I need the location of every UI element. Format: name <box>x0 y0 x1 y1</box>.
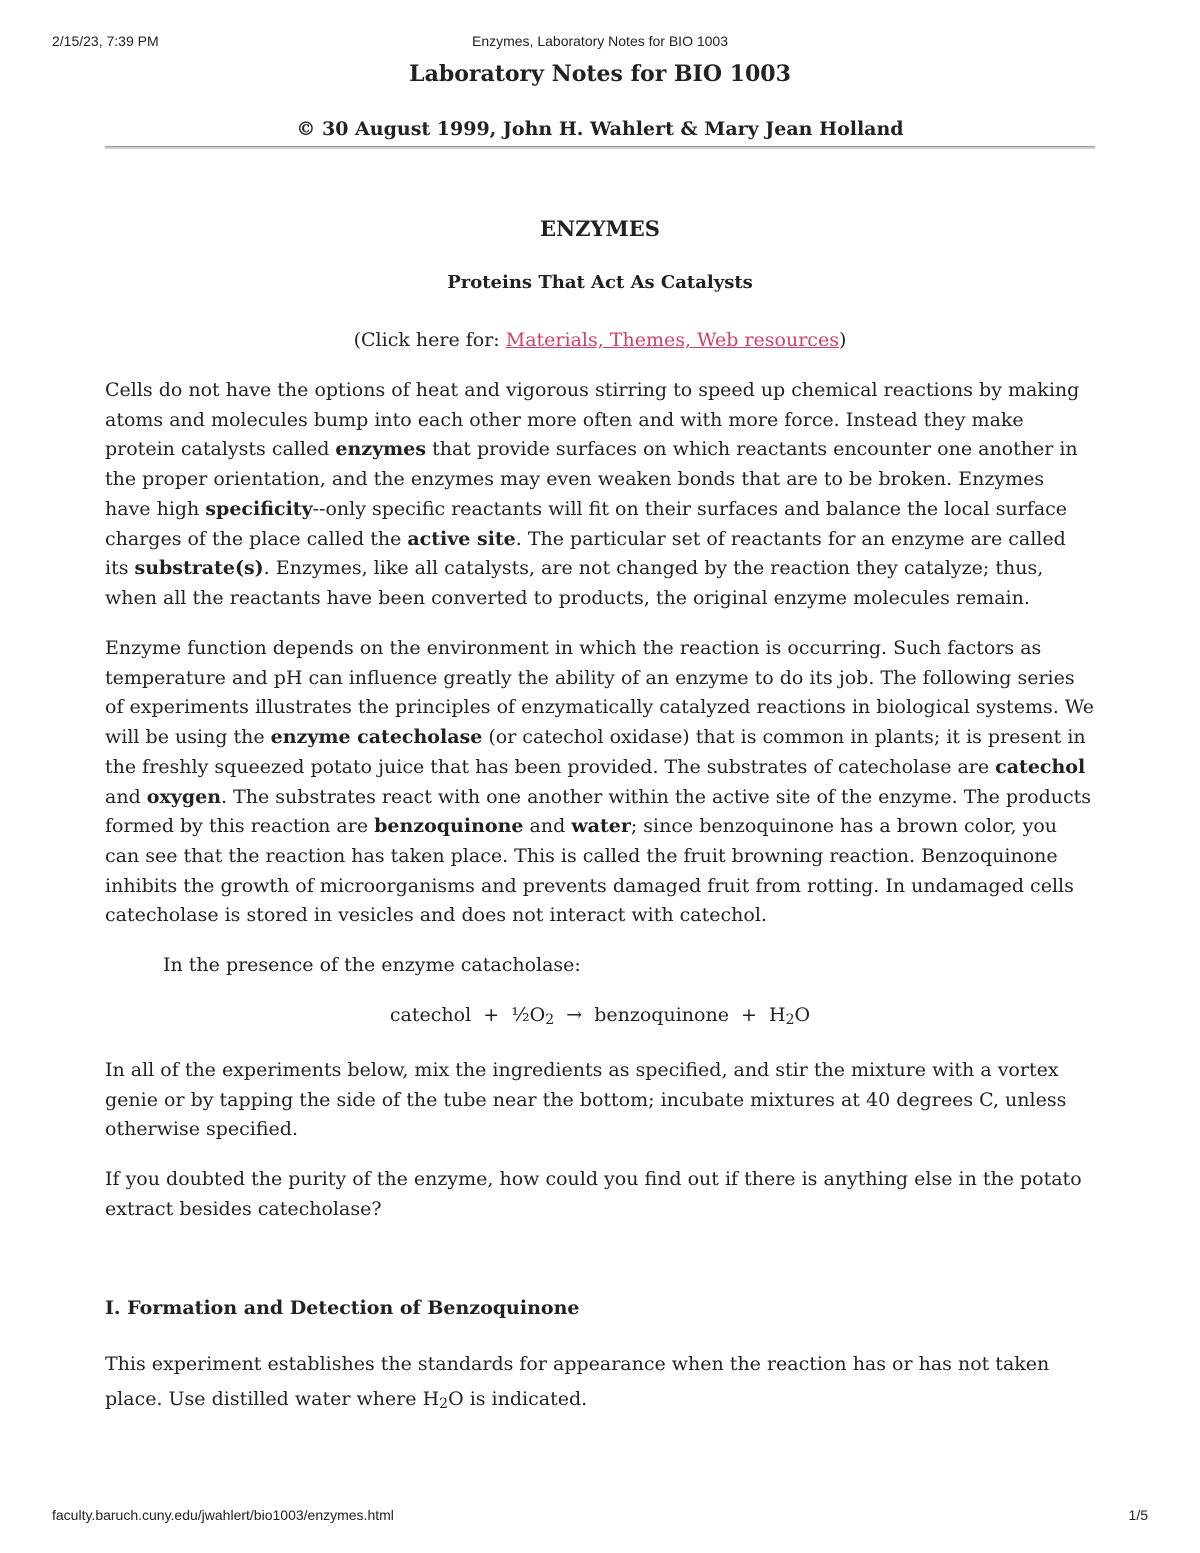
text-run: that provide surfaces on which reactants encounter one another in the proper orientation, and the enzymes may even weaken bonds that are to be broken. Enzymes have high <box>105 438 1078 520</box>
subscript: 2 <box>439 1396 449 1412</box>
term-active-site: active site <box>407 527 516 550</box>
print-footer <box>52 1507 1148 1525</box>
text-run: . The substrates react with one another within the active site of the enzyme. The products formed by this reaction are <box>105 785 1092 838</box>
term-enzyme-catecholase: enzyme catecholase <box>270 726 483 749</box>
section-subtitle: Proteins That Act As Catalysts <box>447 272 753 293</box>
resources-prefix: (Click here for: <box>353 329 506 351</box>
horizontal-rule <box>105 146 1095 149</box>
intro-paragraph <box>105 376 1095 614</box>
term-enzymes: enzymes <box>335 438 427 461</box>
text-run: Cells do not have the options of heat and vigorous stirring to speed up chemical reactions by making atoms and molecules bump into each other more often and with more force. Instead they make protein catalysts called <box>105 379 1080 461</box>
page-url: faculty.baruch.cuny.edu/jwahlert/bio1003/enzymes.html <box>52 1507 394 1523</box>
resources-suffix: ) <box>838 329 847 351</box>
resources-line <box>105 329 1095 351</box>
text-run: This experiment establishes the standards for appearance when the reaction has or has not taken place. Use distilled water where H <box>105 1353 1050 1410</box>
subscript: 2 <box>545 1012 555 1028</box>
term-oxygen: oxygen <box>146 785 222 808</box>
print-date: 2/15/23, 7:39 PM <box>52 33 159 49</box>
term-benzoquinone: benzoquinone <box>374 815 524 838</box>
text-run: (or catechol oxidase) that is common in plants; it is present in the freshly squeezed potato juice that has been provided. The substrates of catecholase are <box>105 726 1086 778</box>
section-title: ENZYMES <box>540 216 660 241</box>
text-run: --only specific reactants will fit on their surfaces and balance the local surface charges of the place called the <box>105 497 1068 550</box>
text-run: Enzyme function depends on the environment in which the reaction is occurring. Such factors as temperature and pH can influence greatly the ability of an enzyme to do its job. The following series of experiments illustrates the principles of enzymatically catalyzed reactions in biological systems. We will be using the <box>105 637 1095 749</box>
environment-paragraph <box>105 634 1095 931</box>
text-run: and <box>105 785 147 808</box>
term-substrates: substrate(s) <box>134 557 264 580</box>
page-number: 1/5 <box>1128 1507 1148 1523</box>
reaction-intro: In the presence of the enzyme catacholase: <box>163 954 581 976</box>
term-water: water <box>571 815 631 838</box>
print-header <box>52 33 1148 51</box>
question-paragraph: If you doubted the purity of the enzyme, how could you find out if there is anything else in the potato extract besides catecholase? <box>105 1168 1082 1220</box>
resources-link[interactable]: Materials, Themes, Web resources <box>505 329 839 351</box>
text-run: ; since benzoquinone has a brown color, you can see that the reaction has taken place. This is called the fruit browning reaction. Benzoquinone inhibits the growth of microorganisms and prevents damaged fruit from rotting. In undamaged cells catecholase is stored in vesicles and does not interact with catechol. <box>105 815 1074 927</box>
subscript: 2 <box>785 1012 795 1028</box>
arrow-icon: → <box>554 1004 595 1026</box>
instructions-paragraph: In all of the experiments below, mix the ingredients as specified, and stir the mixture with a vortex genie or by tapping the side of the tube near the bottom; incubate mixtures at 40 degrees C, unless otherwise specified. <box>105 1059 1067 1141</box>
equation-suffix: O <box>794 1004 811 1026</box>
term-specificity: specificity <box>205 497 313 520</box>
text-run: and <box>523 815 572 838</box>
term-catechol: catechol <box>995 755 1086 778</box>
text-run: O is indicated. <box>448 1388 588 1410</box>
reaction-equation <box>105 1004 1095 1028</box>
equation-reactants: catechol + ½O <box>389 1004 546 1026</box>
equation-products: benzoquinone + H <box>594 1004 786 1026</box>
text-run: . Enzymes, like all catalysts, are not changed by the reaction they catalyze; thus, when all the reactants have been converted to products, the original enzyme molecules remain. <box>105 557 1044 609</box>
print-document-title: Enzymes, Laboratory Notes for BIO 1003 <box>471 33 728 49</box>
copyright-line: © 30 August 1999, John H. Wahlert & Mary Jean Holland <box>296 118 904 140</box>
part-one-paragraph <box>105 1347 1095 1422</box>
text-run: . The particular set of reactants for an enzyme are called its <box>105 527 1066 580</box>
part-heading: I. Formation and Detection of Benzoquinone <box>105 1297 580 1319</box>
page-title: Laboratory Notes for BIO 1003 <box>409 61 791 87</box>
